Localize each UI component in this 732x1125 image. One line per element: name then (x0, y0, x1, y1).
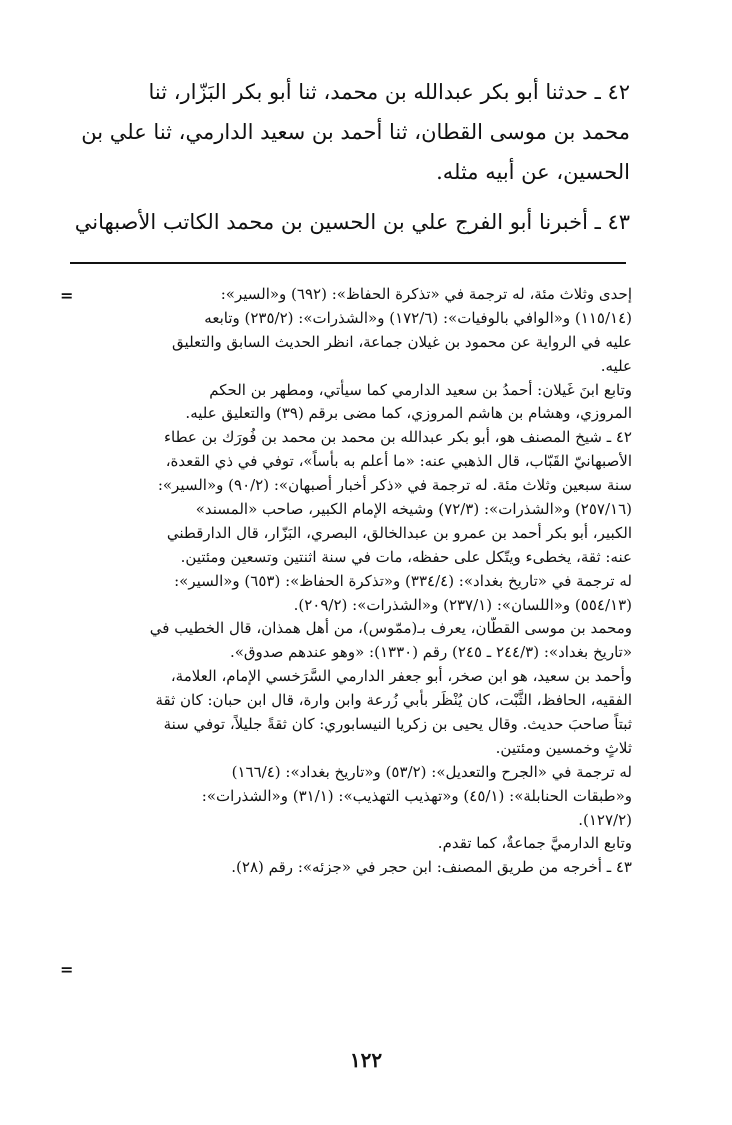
footnote-line: عليه. (600, 356, 632, 375)
footnote-line: ومحمد بن موسى القطّان، يعرف بـ(ممّوس)، من أهل همذان، قال الخطيب في (149, 619, 632, 638)
main-text (70, 72, 630, 242)
footnote-line: (١١٥/١٤) و«الوافي بالوفيات»: (١٧٢/٦) و«الشذرات»: (٢٣٥/٢) وتابعه (204, 308, 632, 327)
footnote-line: الأصبهانيّ القَبّاب، قال الذهبي عنه: «ما أعلم به بأساً»، توفي في ذي القعدة، (165, 452, 632, 471)
main-line: محمد بن موسى القطان، ثنا أحمد بن سعيد الدارمي، ثنا علي بن (81, 120, 630, 144)
footnote-line: (٢٥٧/١٦) و«الشذرات»: (٧٢/٣) وشيخه الإمام الكبير، صاحب «المسند» (195, 500, 632, 519)
footnote-line: «تاريخ بغداد»: (٢٤٤/٣ ـ ٢٤٥) رقم (١٣٣٠): «وهو عندهم صدوق». (229, 643, 632, 662)
footnote-line: المروزي، وهشام بن هاشم المروزي، كما مضى برقم (٣٩) والتعليق عليه. (185, 404, 632, 423)
footnote-line: له ترجمة في «تاريخ بغداد»: (٣٣٤/٤) و«تذكرة الحفاظ»: (٦٥٣) و«السير»: (174, 571, 632, 590)
footnote-line: عليه في الرواية عن محمود بن غيلان جماعة، انظر الحديث السابق والتعليق (172, 332, 632, 351)
footnote-line: سنة سبعين وثلاث مئة. له ترجمة في «ذكر أخبار أصبهان»: (٩٠/٢) و«السير»: (157, 476, 632, 495)
footnote-line: ٤٣ ـ أخرجه من طريق المصنف: ابن حجر في «جزئه»: رقم (٢٨). (231, 858, 632, 877)
footnote-line: وأحمد بن سعيد، هو ابن صخر، أبو جعفر الدارمي السَّرَخسي الإمام، العلامة، (170, 667, 632, 686)
footnote-line: له ترجمة في «الجرح والتعديل»: (٥٣/٢) و«تاريخ بغداد»: (١٦٦/٤) (231, 762, 632, 781)
page-number: ١٢٢ (349, 1048, 383, 1072)
footnote-line: و«طبقات الحنابلة»: (٤٥/١) و«تهذيب التهذيب»: (٣١/١) و«الشذرات»: (201, 786, 632, 805)
footnote-line: إحدى وثلاث مئة، له ترجمة في «تذكرة الحفاظ»: (٦٩٢) و«السير»: (220, 285, 632, 303)
footnotes (70, 283, 632, 880)
footnote-line: (٥٥٤/١٣) و«اللسان»: (٢٣٧/١) و«الشذرات»: (٢٠٩/٢). (293, 595, 632, 614)
footnote-line: وتابع ابنَ غَيلان: أحمدُ بن سعيد الدارمي كما سيأتي، ومطهر بن الحكم (209, 380, 632, 399)
footnote-line: ثلاثٍ وخمسين ومئتين. (495, 738, 632, 757)
footnote-line: الفقيه، الحافظ، الثَّبْت، كان يُنْظَر بأبي زُرعة وابن وارة، قال ابن حبان: كان ثقة (155, 691, 632, 710)
main-line: ٤٢ ـ حدثنا أبو بكر عبدالله بن محمد، ثنا أبو بكر البَزّار، ثنا (148, 80, 630, 104)
continuation-marker-bottom: = (60, 960, 74, 979)
footnote-line: ٤٢ ـ شيخ المصنف هو، أبو بكر عبدالله بن محمد بن محمد بن فُورَك بن عطاء (163, 428, 632, 447)
footnote-line: عنه: ثقة، يخطىء ويتّكل على حفظه، مات في سنة اثنتين وتسعين ومئتين. (180, 547, 632, 566)
main-line: الحسين، عن أبيه مثله. (436, 160, 630, 184)
footnote-line: ثبتاً صاحبَ حديث. وقال يحيى بن زكريا النيسابوري: كان ثقةً جليلاً، توفي سنة (163, 715, 632, 734)
footnote-separator (70, 262, 626, 264)
footnote-line: (١٢٧/٢). (578, 810, 632, 829)
footnote-line: الكبير، أبو بكر أحمد بن عمرو بن عبدالخالق، البصري، البَزّار، قال الدارقطني (166, 523, 632, 542)
footnote-line: وتابع الدارميَّ جماعةٌ، كما تقدم. (437, 834, 632, 853)
main-line: ٤٣ ـ أخبرنا أبو الفرج علي بن الحسين بن محمد الكاتب الأصبهاني (74, 210, 630, 234)
continuation-marker-top: = (60, 286, 74, 305)
